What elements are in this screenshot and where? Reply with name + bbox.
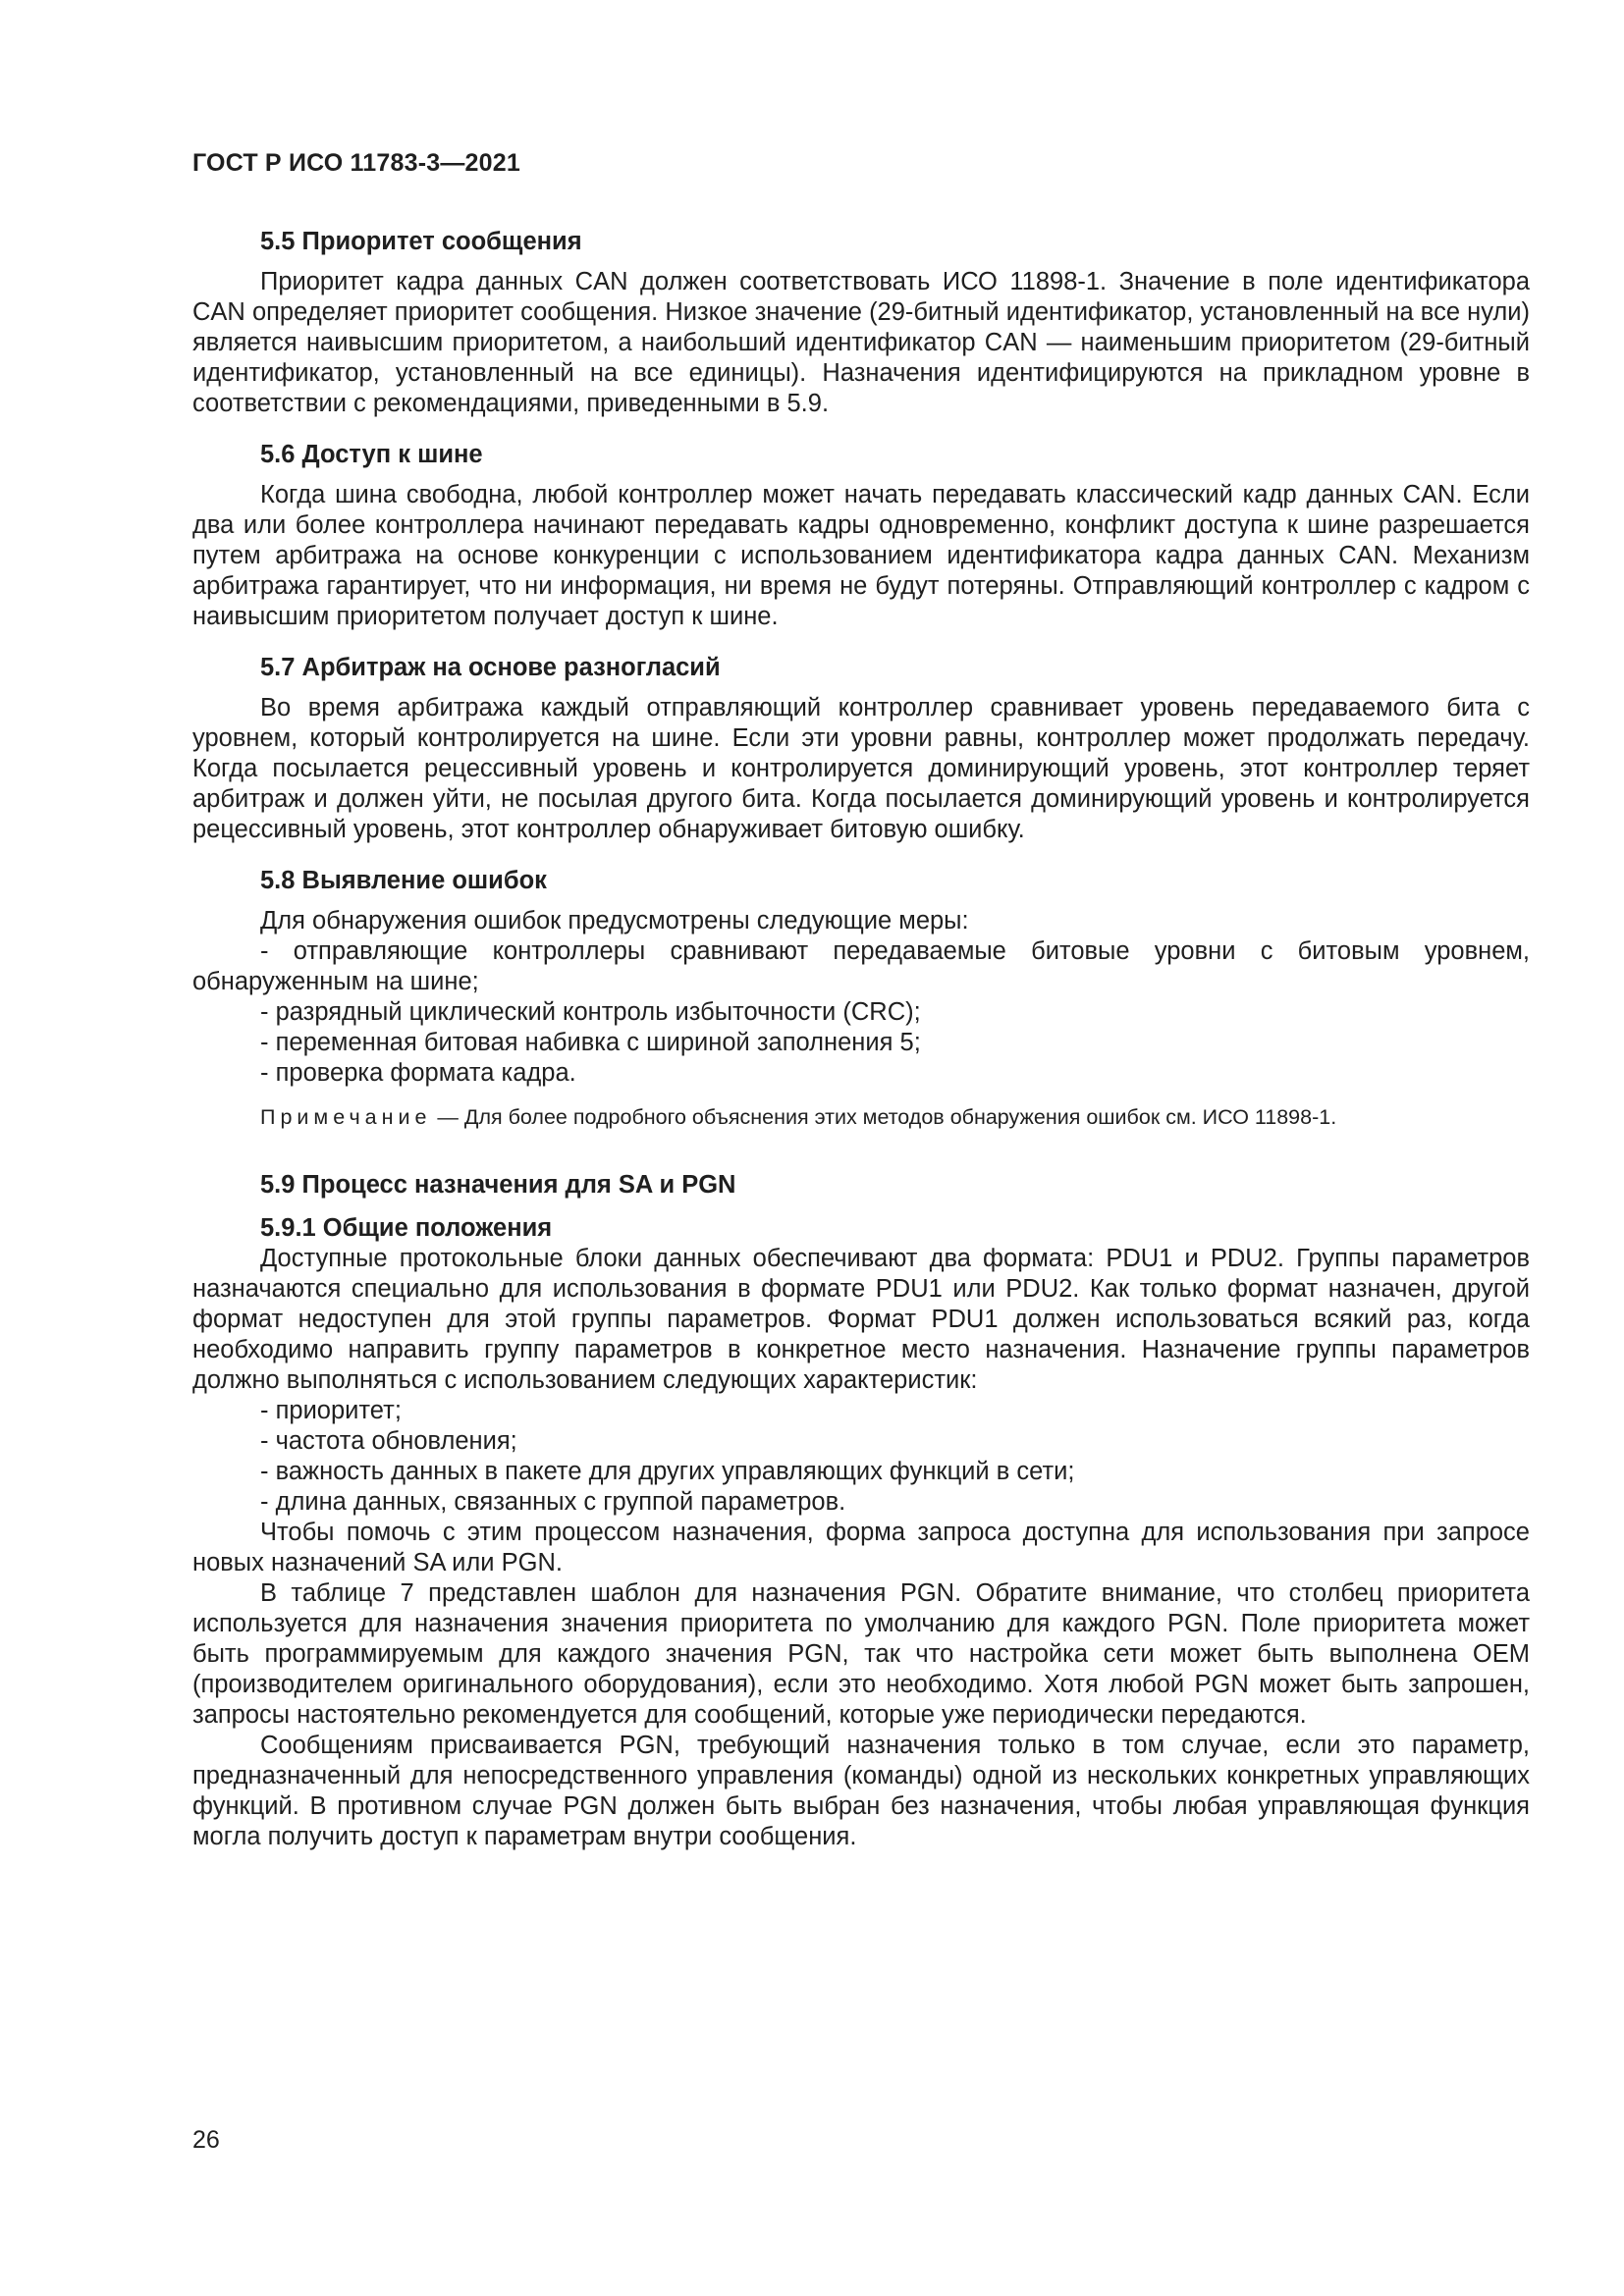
section-5-5-title: 5.5 Приоритет сообщения — [260, 228, 582, 255]
note — [192, 1102, 1530, 1132]
section-5-9-1-title: 5.9.1 Общие положения — [260, 1214, 553, 1242]
section-5-7-paragraph: Во время арбитража каждый отправляющий контроллер сравнивает уровень передаваемого бита с уровнем, который контролируется на шине. Если эти уровни равны, контроллер может продолжать передачу. Когда посылается рецессивный уровень и контролируется доминирующий уровень, этот контроллер теряет арбитраж и должен уйти, не посылая другого бита. Когда посылается доминирующий уровень и контролируется рецессивный уровень, этот контроллер обнаруживает битовую ошибку. — [192, 694, 1530, 843]
page-content — [192, 224, 1530, 1852]
section-5-9-1-paragraph-3: В таблице 7 представлен шаблон для назначения PGN. Обратите внимание, что столбец приоритета используется для назначения значения приоритета по умолчанию для каждого PGN. Поле приоритета может быть программируемым для каждого значения PGN, так что настройка сети может быть выполнена OEM (производителем оригинального оборудования), если это необходимо. Хотя любой PGN может быть запрошен, запросы настоятельно рекомендуется для сообщений, которые уже периодически передаются. — [192, 1579, 1530, 1729]
note-label: Примечание — [260, 1105, 432, 1129]
list-item: - важность данных в пакете для других управляющих функций в сети; — [260, 1458, 1075, 1485]
list-item: - разрядный циклический контроль избыточности (CRC); — [260, 998, 921, 1026]
page-number: 26 — [192, 2126, 220, 2154]
section-5-6-paragraph: Когда шина свободна, любой контроллер может начать передавать классический кадр данных CAN. Если два или более контроллера начинают передавать кадры одновременно, конфликт доступа к шине разрешается путем арбитража на основе конкуренции с использованием идентификатора кадра данных CAN. Механизм арбитража гарантирует, что ни информация, ни время не будут потеряны. Отправляющий контроллер с кадром с наивысшим приоритетом получает доступ к шине. — [192, 481, 1530, 630]
section-5-9-1-paragraph-4: Сообщениям присваивается PGN, требующий назначения только в том случае, если это параметр, предназначенный для непосредственного управления (команды) одной из нескольких конкретных управляющих функций. В противном случае PGN должен быть выбран без назначения, чтобы любая управляющая функция могла получить доступ к параметрам внутри сообщения. — [192, 1732, 1530, 1850]
section-5-5-paragraph: Приоритет кадра данных CAN должен соответствовать ИСО 11898-1. Значение в поле идентификатора CAN определяет приоритет сообщения. Низкое значение (29-битный идентификатор, установленный на все нули) является наивысшим приоритетом, а наибольший идентификатор CAN — наименьшим приоритетом (29-битный идентификатор, установленный на все единицы). Назначения идентифицируются на прикладном уровне в соответствии с рекомендациями, приведенными в 5.9. — [192, 268, 1530, 417]
list-item: - отправляющие контроллеры сравнивают передаваемые битовые уровни с битовым уровнем, обнаруженным на шине; — [192, 937, 1530, 995]
list-item: - приоритет; — [260, 1397, 402, 1424]
list-item: - проверка формата кадра. — [260, 1059, 576, 1087]
section-5-8-title: 5.8 Выявление ошибок — [260, 867, 547, 894]
section-5-9-title: 5.9 Процесс назначения для SA и PGN — [260, 1171, 736, 1199]
section-5-6-title: 5.6 Доступ к шине — [260, 441, 483, 468]
list-item: - длина данных, связанных с группой параметров. — [260, 1488, 846, 1516]
list-item: - частота обновления; — [260, 1427, 517, 1455]
section-5-8-intro: Для обнаружения ошибок предусмотрены следующие меры: — [260, 907, 969, 934]
note-text: — Для более подробного объяснения этих методов обнаружения ошибок см. ИСО 11898-1. — [431, 1105, 1337, 1129]
section-5-9-1-paragraph-1: Доступные протокольные блоки данных обеспечивают два формата: PDU1 и PDU2. Группы параметров назначаются специально для использования в формате PDU1 или PDU2. Как только формат назначен, другой формат недоступен для этой группы параметров. Формат PDU1 должен использоваться всякий раз, когда необходимо направить группу параметров в конкретное место назначения. Назначение группы параметров должно выполняться с использованием следующих характеристик: — [192, 1245, 1530, 1394]
section-5-9-1-paragraph-2: Чтобы помочь с этим процессом назначения, форма запроса доступна для использования при запросе новых назначений SA или PGN. — [192, 1519, 1530, 1576]
list-item: - переменная битовая набивка с шириной заполнения 5; — [260, 1029, 921, 1056]
section-5-7-title: 5.7 Арбитраж на основе разногласий — [260, 654, 721, 681]
document-header: ГОСТ Р ИСО 11783-3—2021 — [192, 149, 520, 177]
